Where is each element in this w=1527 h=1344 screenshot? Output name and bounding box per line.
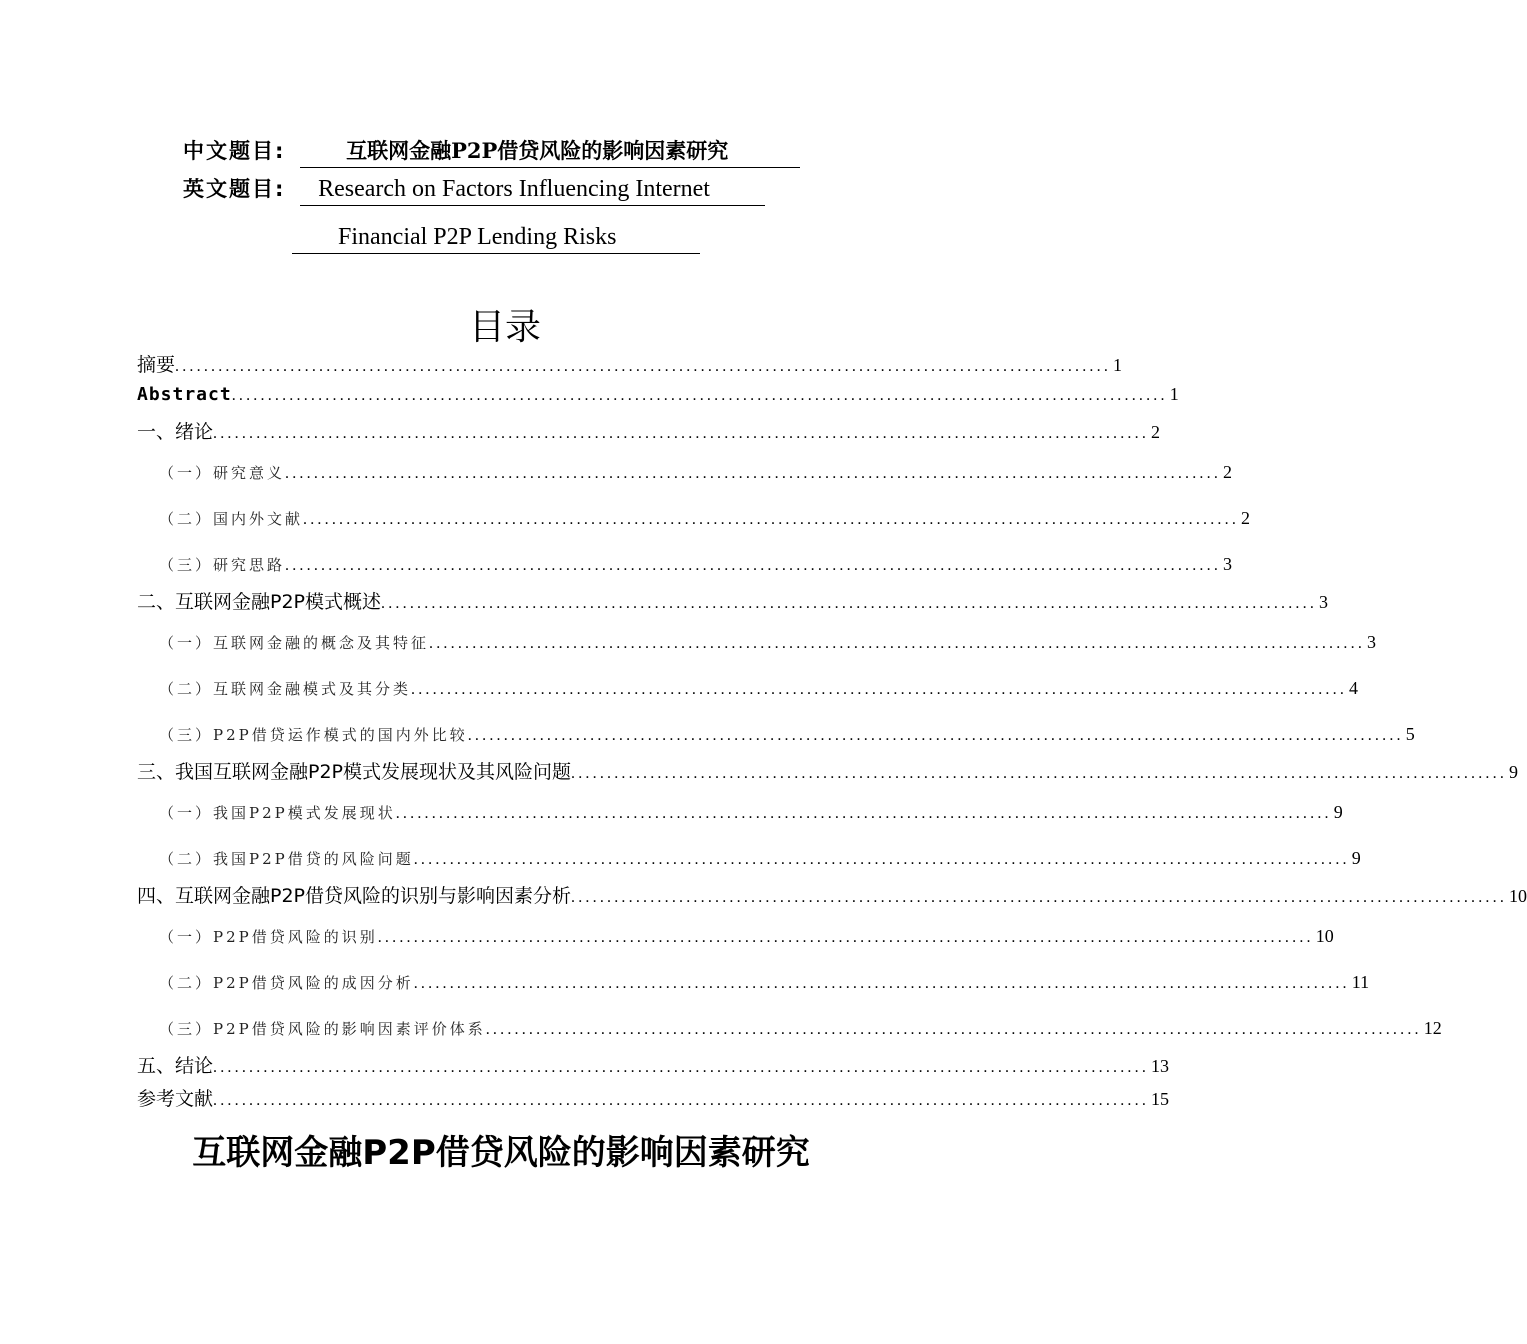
cn-title-row bbox=[183, 136, 800, 168]
toc-entry[interactable] bbox=[137, 417, 1161, 444]
toc-entry-page: 9 bbox=[1333, 802, 1343, 822]
toc-entry[interactable] bbox=[137, 802, 1343, 823]
en-title-underline-2 bbox=[292, 222, 700, 254]
toc-entry-page: 3 bbox=[1367, 632, 1377, 652]
toc-entry-title: （一）我国P2P模式发展现状 bbox=[159, 804, 396, 822]
toc-entry[interactable] bbox=[137, 757, 1519, 784]
en-title-label: 英文题目: bbox=[183, 177, 286, 201]
toc-entry[interactable] bbox=[137, 508, 1251, 529]
toc-entry-title: （二）P2P借贷风险的成因分析 bbox=[159, 974, 414, 992]
toc-entry-title: 二、互联网金融P2P模式概述 bbox=[137, 591, 382, 613]
toc-leader: .................................................................................................................................. bbox=[303, 511, 1240, 528]
toc-entry-page: 9 bbox=[1351, 848, 1361, 868]
toc-leader: .................................................................................................................................. bbox=[571, 889, 1508, 906]
en-title-line-2: Financial P2P Lending Risks bbox=[338, 224, 617, 250]
toc-entry-page: 10 bbox=[1509, 886, 1527, 906]
toc-entry[interactable] bbox=[137, 462, 1233, 483]
toc-entry[interactable] bbox=[137, 1018, 1442, 1039]
toc-entry-page: 2 bbox=[1241, 508, 1251, 528]
toc-entry-page: 2 bbox=[1223, 462, 1233, 482]
en-title-underline-1 bbox=[300, 174, 765, 206]
toc-entry-title: （一）互联网金融的概念及其特征 bbox=[159, 634, 430, 652]
toc-entry-page: 3 bbox=[1223, 554, 1233, 574]
toc-leader: .................................................................................................................................. bbox=[411, 681, 1348, 698]
toc-leader: .................................................................................................................................. bbox=[213, 1092, 1150, 1109]
toc-entry[interactable] bbox=[137, 1084, 1170, 1111]
toc-entry[interactable] bbox=[137, 350, 1123, 377]
toc-leader: .................................................................................................................................. bbox=[413, 975, 1350, 992]
toc-entry-title: （三）P2P借贷运作模式的国内外比较 bbox=[159, 726, 468, 744]
toc-entry-title: 三、我国互联网金融P2P模式发展现状及其风险问题 bbox=[137, 761, 572, 783]
cn-title-text: 互联网金融P2P借贷风险的影响因素研究 bbox=[346, 138, 729, 163]
toc-entry-page: 3 bbox=[1319, 592, 1329, 612]
toc-entry[interactable] bbox=[137, 881, 1527, 908]
toc-entry-page: 10 bbox=[1315, 926, 1334, 946]
toc-heading: 目录 bbox=[468, 307, 541, 348]
toc-entry-title: （三）研究思路 bbox=[159, 556, 286, 574]
toc-leader: .................................................................................................................................. bbox=[413, 851, 1350, 868]
toc-leader: .................................................................................................................................. bbox=[381, 595, 1318, 612]
toc-leader: .................................................................................................................................. bbox=[485, 1021, 1422, 1038]
toc-entry-page: 11 bbox=[1351, 972, 1370, 992]
toc-entry[interactable] bbox=[137, 972, 1370, 993]
toc-leader: .................................................................................................................................. bbox=[213, 425, 1150, 442]
toc-entry-title: （三）P2P借贷风险的影响因素评价体系 bbox=[159, 1020, 486, 1038]
toc-entry-title: （二）我国P2P借贷的风险问题 bbox=[159, 850, 414, 868]
toc-entry[interactable] bbox=[137, 678, 1359, 699]
toc-entry-title: （二）互联网金融模式及其分类 bbox=[159, 680, 412, 698]
toc-leader: .................................................................................................................................. bbox=[213, 1059, 1150, 1076]
toc-entry-title: Abstract bbox=[137, 384, 232, 405]
toc-entry[interactable] bbox=[137, 1051, 1170, 1078]
toc-leader: .................................................................................................................................. bbox=[231, 387, 1168, 404]
toc-entry[interactable] bbox=[137, 926, 1334, 947]
toc-entry-page: 15 bbox=[1151, 1089, 1170, 1109]
toc-entry-title: 摘要 bbox=[137, 354, 176, 376]
toc-entry[interactable] bbox=[137, 587, 1329, 614]
toc-leader: .................................................................................................................................. bbox=[285, 465, 1222, 482]
toc-entry-title: （二）国内外文献 bbox=[159, 510, 304, 528]
toc-entry-title: 一、绪论 bbox=[137, 421, 214, 443]
body-title: 互联网金融P2P借贷风险的影响因素研究 bbox=[192, 1133, 810, 1173]
toc-entry[interactable] bbox=[137, 384, 1179, 405]
en-title-line-1: Research on Factors Influencing Internet bbox=[318, 176, 710, 202]
toc-entry-page: 4 bbox=[1349, 678, 1359, 698]
toc-leader: .................................................................................................................................. bbox=[175, 358, 1112, 375]
toc-entry-page: 12 bbox=[1423, 1018, 1442, 1038]
toc-leader: .................................................................................................................................. bbox=[571, 765, 1508, 782]
toc-entry-title: （一）研究意义 bbox=[159, 464, 286, 482]
en-title-row-1 bbox=[183, 174, 765, 206]
toc-entry-page: 1 bbox=[1169, 384, 1179, 404]
toc-leader: .................................................................................................................................. bbox=[285, 557, 1222, 574]
toc-entry[interactable] bbox=[137, 724, 1415, 745]
toc-entry-title: 参考文献 bbox=[137, 1088, 214, 1110]
toc-entry-title: 四、互联网金融P2P借贷风险的识别与影响因素分析 bbox=[137, 885, 572, 907]
toc-entry-page: 5 bbox=[1405, 724, 1415, 744]
cn-title-label: 中文题目: bbox=[183, 139, 286, 163]
toc-leader: .................................................................................................................................. bbox=[377, 929, 1314, 946]
en-title-row-2 bbox=[292, 222, 700, 254]
toc-entry-title: 五、结论 bbox=[137, 1055, 214, 1077]
toc-entry-page: 2 bbox=[1151, 422, 1161, 442]
cn-title-underline bbox=[300, 136, 800, 168]
toc-leader: .................................................................................................................................. bbox=[467, 727, 1404, 744]
toc-leader: .................................................................................................................................. bbox=[395, 805, 1332, 822]
toc-leader: .................................................................................................................................. bbox=[429, 635, 1366, 652]
toc-entry-title: （一）P2P借贷风险的识别 bbox=[159, 928, 378, 946]
toc-entry[interactable] bbox=[137, 554, 1233, 575]
toc-entry[interactable] bbox=[137, 632, 1377, 653]
toc-entry-page: 1 bbox=[1113, 355, 1123, 375]
toc-entry[interactable] bbox=[137, 848, 1361, 869]
toc-entry-page: 9 bbox=[1509, 762, 1519, 782]
toc-entry-page: 13 bbox=[1151, 1056, 1170, 1076]
